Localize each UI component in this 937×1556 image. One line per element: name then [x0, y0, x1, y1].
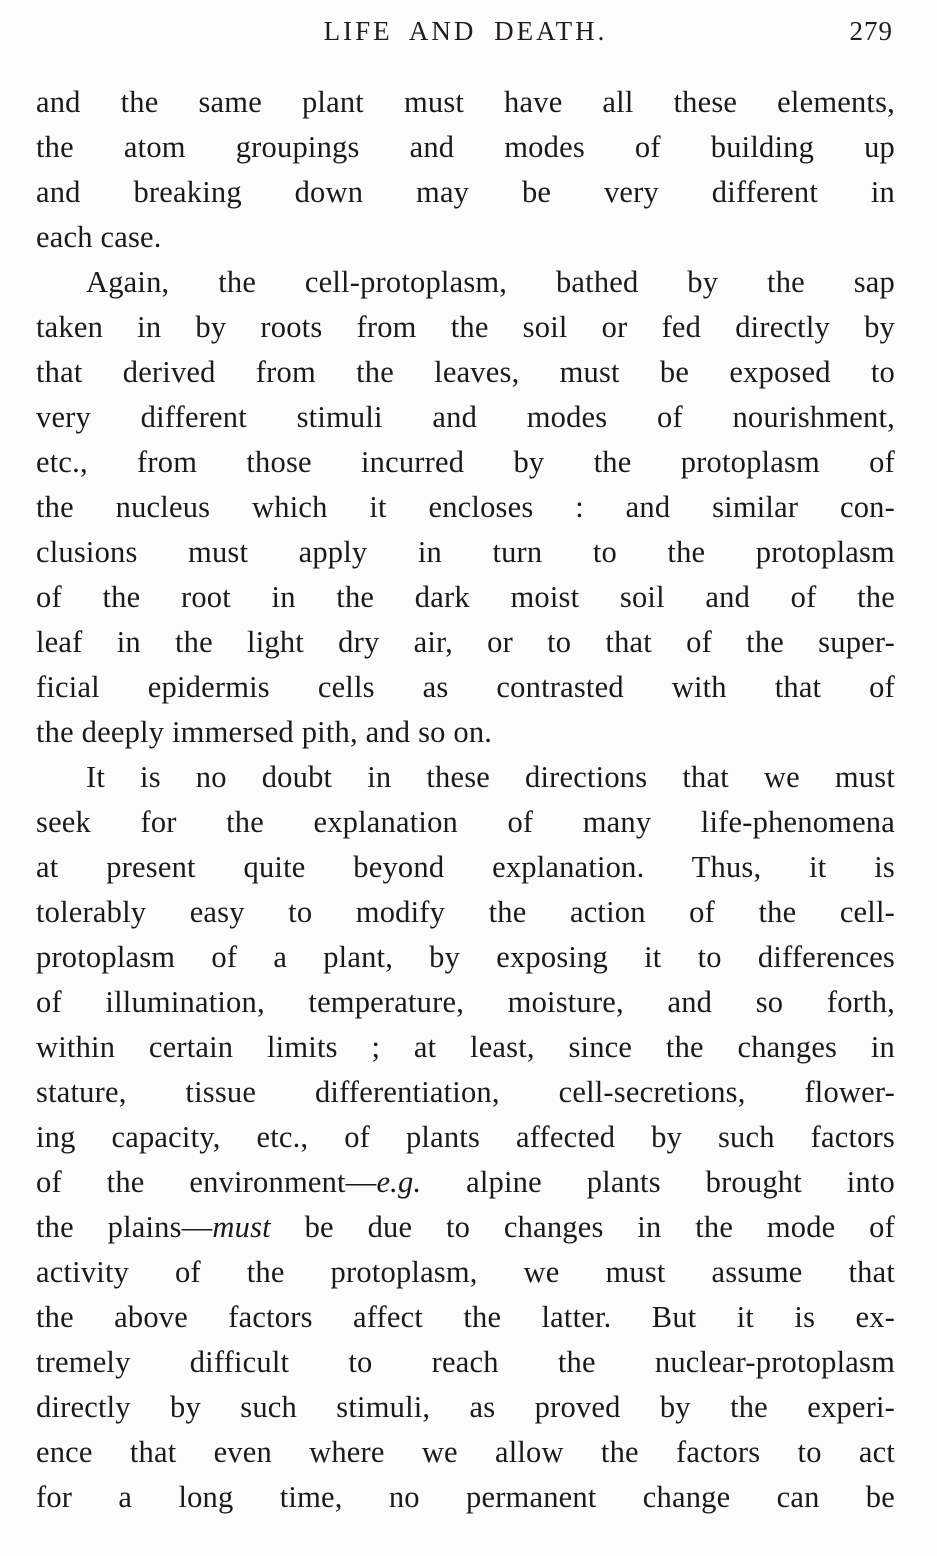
text-line: etc., from those incurred by the protoplasm of	[36, 445, 895, 479]
text-line: the above factors affect the latter. But it is ex-	[36, 1300, 895, 1334]
text-line: stature, tissue differentiation, cell-secretions, flower-	[36, 1075, 895, 1109]
text-line: and breaking down may be very different in	[36, 175, 895, 209]
text-line: that derived from the leaves, must be exposed to	[36, 355, 895, 389]
text-line: the deeply immersed pith, and so on.	[36, 715, 493, 749]
text-line: ing capacity, etc., of plants affected by such factors	[36, 1120, 895, 1154]
text-line: for a long time, no permanent change can be	[36, 1480, 895, 1514]
text-line: and the same plant must have all these elements,	[36, 85, 895, 119]
text-line: within certain limits ; at least, since the changes in	[36, 1030, 895, 1064]
text-line: leaf in the light dry air, or to that of the super-	[36, 625, 895, 659]
paragraph	[36, 80, 895, 260]
text-line: at present quite beyond explanation. Thus, it is	[36, 850, 895, 884]
text-line: ficial epidermis cells as contrasted with that of	[36, 670, 895, 704]
text-line: seek for the explanation of many life-phenomena	[36, 805, 895, 839]
text-line: tremely difficult to reach the nuclear-protoplasm	[36, 1345, 895, 1379]
text-line: ence that even where we allow the factors to act	[36, 1435, 895, 1469]
text-line: It is no doubt in these directions that we must	[86, 760, 895, 794]
running-head	[36, 16, 895, 54]
text-line: clusions must apply in turn to the protoplasm	[36, 535, 895, 569]
text-line: of illumination, temperature, moisture, and so forth,	[36, 985, 895, 1019]
text-line: taken in by roots from the soil or fed directly by	[36, 310, 895, 344]
text-line: the atom groupings and modes of building up	[36, 130, 895, 164]
text-line: very different stimuli and modes of nourishment,	[36, 400, 895, 434]
text-line: the plains—must be due to changes in the mode of	[36, 1210, 895, 1244]
text-line: the nucleus which it encloses : and similar con-	[36, 490, 895, 524]
text-line: Again, the cell-protoplasm, bathed by the sap	[86, 265, 895, 299]
paragraph	[36, 755, 895, 1520]
text-line: activity of the protoplasm, we must assume that	[36, 1255, 895, 1289]
paragraph	[36, 260, 895, 755]
text-line: each case.	[36, 220, 162, 254]
text-line: directly by such stimuli, as proved by the experi-	[36, 1390, 895, 1424]
page-body	[36, 80, 895, 1520]
text-line: of the environment—e.g. alpine plants brought into	[36, 1165, 896, 1199]
page-title: LIFE AND DEATH.	[323, 16, 608, 46]
page-number: 279	[849, 16, 893, 46]
text-line: protoplasm of a plant, by exposing it to differences	[36, 940, 895, 974]
text-line: of the root in the dark moist soil and of the	[36, 580, 895, 614]
text-line: tolerably easy to modify the action of the cell-	[36, 895, 895, 929]
